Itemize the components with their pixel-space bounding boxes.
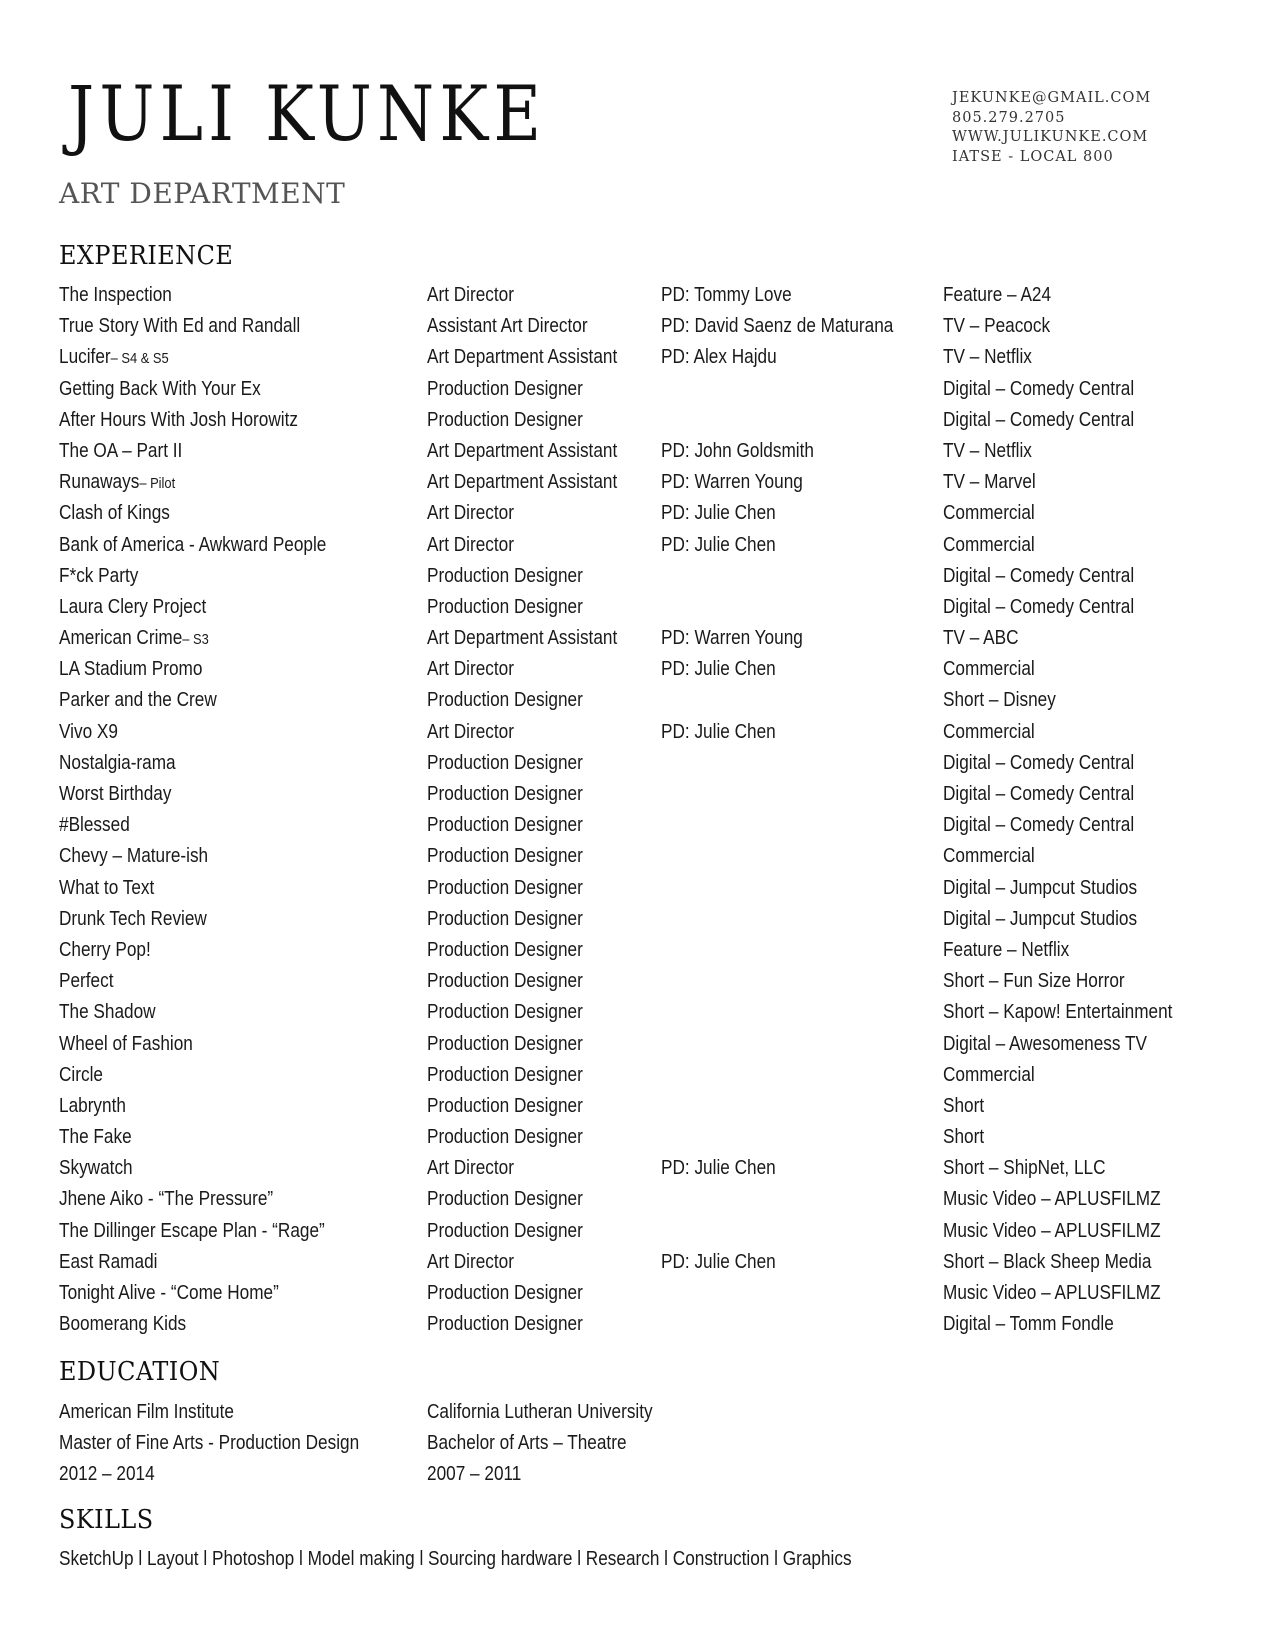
experience-row — [59, 498, 1209, 529]
experience-row — [59, 467, 1209, 498]
project-type: Feature – Netflix — [943, 938, 1070, 961]
experience-row — [59, 1247, 1209, 1278]
project-type: Digital – Comedy Central — [943, 408, 1135, 431]
project-role: Art Director — [427, 1250, 514, 1273]
project-role: Production Designer — [427, 876, 583, 899]
project-name: Skywatch — [59, 1157, 133, 1180]
project-type: TV – Netflix — [943, 439, 1032, 462]
project-title — [59, 997, 156, 1028]
project-role: Art Director — [427, 533, 514, 556]
project-title — [59, 592, 206, 623]
production-designer: PD: Julie Chen — [661, 1157, 776, 1180]
project-title — [59, 374, 261, 405]
project-name: Getting Back With Your Ex — [59, 377, 261, 400]
experience-row — [59, 436, 1209, 467]
project-type: Digital – Comedy Central — [943, 564, 1135, 587]
project-role: Production Designer — [427, 1188, 583, 1211]
project-role: Production Designer — [427, 751, 583, 774]
education-school: California Lutheran University — [427, 1401, 653, 1423]
experience-row — [59, 530, 1209, 561]
project-name: Bank of America - Awkward People — [59, 533, 327, 556]
project-title — [59, 654, 202, 685]
project-title — [59, 966, 113, 997]
skills-heading: SKILLS — [59, 1505, 154, 1535]
project-type: Digital – Awesomeness TV — [943, 1032, 1147, 1055]
project-title — [59, 904, 207, 935]
experience-row — [59, 1091, 1209, 1122]
project-role: Art Director — [427, 720, 514, 743]
project-name: Labrynth — [59, 1094, 126, 1117]
project-title — [59, 1122, 132, 1153]
project-role: Assistant Art Director — [427, 315, 588, 338]
experience-heading: EXPERIENCE — [59, 241, 234, 271]
project-role: Production Designer — [427, 564, 583, 587]
experience-row — [59, 561, 1209, 592]
project-role: Art Department Assistant — [427, 346, 618, 369]
education-years: 2012 – 2014 — [59, 1463, 155, 1486]
project-title — [59, 561, 138, 592]
production-designer: PD: John Goldsmith — [661, 439, 814, 462]
experience-row — [59, 841, 1209, 872]
project-season-note: – S3 — [182, 631, 209, 649]
experience-row — [59, 748, 1209, 779]
project-name: Vivo X9 — [59, 720, 118, 743]
project-season-note: – S4 & S5 — [110, 350, 169, 368]
project-title — [59, 280, 172, 311]
project-name: Tonight Alive - “Come Home” — [59, 1282, 279, 1304]
project-title — [59, 1247, 157, 1278]
project-role: Production Designer — [427, 1219, 583, 1242]
project-role: Art Department Assistant — [427, 627, 618, 650]
project-role: Production Designer — [427, 845, 583, 868]
project-role: Art Department Assistant — [427, 439, 618, 462]
project-title — [59, 873, 154, 904]
project-role: Production Designer — [427, 1282, 583, 1304]
project-role: Art Department Assistant — [427, 471, 618, 494]
skills-list: SketchUp l Layout l Photoshop l Model making l Sourcing hardware l Research l Construction l Graphics — [59, 1548, 852, 1570]
project-type: Commercial — [943, 658, 1035, 681]
project-type: Music Video – APLUSFILMZ — [943, 1188, 1161, 1211]
project-title — [59, 467, 175, 499]
production-designer: PD: Julie Chen — [661, 1250, 776, 1273]
project-title — [59, 1216, 325, 1247]
project-name: #Blessed — [59, 814, 130, 837]
project-role: Production Designer — [427, 689, 583, 712]
experience-row — [59, 311, 1209, 342]
project-type: Music Video – APLUSFILMZ — [943, 1282, 1161, 1304]
project-role: Production Designer — [427, 907, 583, 930]
project-name: The OA – Part II — [59, 439, 183, 462]
project-type: Music Video – APLUSFILMZ — [943, 1219, 1161, 1242]
project-role: Production Designer — [427, 1001, 583, 1024]
project-role: Production Designer — [427, 1094, 583, 1117]
experience-row — [59, 685, 1209, 716]
project-type: Short – Fun Size Horror — [943, 970, 1125, 993]
project-name: East Ramadi — [59, 1250, 158, 1273]
experience-row — [59, 810, 1209, 841]
project-name: Runaways — [59, 471, 140, 494]
project-title — [59, 1029, 193, 1060]
education-degree: Bachelor of Arts – Theatre — [427, 1432, 627, 1455]
contact-phone[interactable]: 805.279.2705 — [952, 109, 1066, 126]
experience-row — [59, 342, 1209, 373]
project-title — [59, 1309, 186, 1340]
production-designer: PD: Tommy Love — [661, 284, 792, 306]
project-name: Boomerang Kids — [59, 1313, 187, 1336]
project-title — [59, 436, 182, 467]
project-role: Art Director — [427, 284, 514, 306]
project-title — [59, 1091, 126, 1122]
project-name: Parker and the Crew — [59, 689, 217, 712]
education-entry — [427, 1397, 689, 1491]
education-entry — [59, 1397, 408, 1491]
project-role: Production Designer — [427, 1063, 583, 1086]
project-title — [59, 1184, 273, 1215]
experience-row — [59, 717, 1209, 748]
project-title — [59, 748, 176, 779]
experience-row — [59, 654, 1209, 685]
project-type: Commercial — [943, 1063, 1035, 1086]
project-role: Production Designer — [427, 938, 583, 961]
project-title — [59, 935, 151, 966]
project-type: TV – ABC — [943, 627, 1019, 650]
project-role: Art Director — [427, 1157, 514, 1180]
experience-row — [59, 1184, 1209, 1215]
production-designer: PD: Julie Chen — [661, 720, 776, 743]
project-name: The Shadow — [59, 1001, 156, 1024]
project-title — [59, 1153, 133, 1184]
project-role: Production Designer — [427, 408, 583, 431]
project-type: TV – Marvel — [943, 471, 1036, 494]
project-role: Production Designer — [427, 1126, 583, 1149]
contact-email[interactable]: JEKUNKE@GMAIL.COM — [952, 90, 1152, 106]
experience-row — [59, 997, 1209, 1028]
project-title — [59, 405, 298, 436]
experience-row — [59, 966, 1209, 997]
experience-row — [59, 280, 1209, 311]
project-name: Cherry Pop! — [59, 938, 151, 961]
project-role: Production Designer — [427, 970, 583, 993]
project-name: The Fake — [59, 1126, 132, 1149]
experience-row — [59, 1309, 1209, 1340]
project-title — [59, 498, 170, 529]
project-title — [59, 623, 209, 655]
project-role: Production Designer — [427, 377, 583, 400]
experience-row — [59, 873, 1209, 904]
production-designer: PD: Julie Chen — [661, 658, 776, 681]
project-name: The Dillinger Escape Plan - “Rage” — [59, 1219, 325, 1242]
experience-row — [59, 623, 1209, 654]
project-type: Digital – Jumpcut Studios — [943, 907, 1138, 930]
project-name: American Crime — [59, 627, 183, 650]
project-title — [59, 1278, 279, 1309]
project-type: Short – Black Sheep Media — [943, 1250, 1152, 1273]
project-role: Art Director — [427, 502, 514, 525]
contact-block — [952, 89, 1151, 167]
project-role: Production Designer — [427, 783, 583, 805]
project-name: Drunk Tech Review — [59, 907, 207, 930]
project-season-note: – Pilot — [139, 475, 176, 493]
project-name: The Inspection — [59, 284, 172, 306]
project-name: Lucifer — [59, 346, 111, 369]
project-type: Digital – Comedy Central — [943, 377, 1135, 400]
production-designer: PD: Alex Hajdu — [661, 346, 777, 369]
project-type: Digital – Comedy Central — [943, 751, 1135, 774]
education-years: 2007 – 2011 — [427, 1463, 522, 1486]
project-title — [59, 810, 130, 841]
project-role: Art Director — [427, 658, 514, 681]
experience-row — [59, 1029, 1209, 1060]
project-title — [59, 779, 171, 810]
project-type: TV – Peacock — [943, 315, 1051, 338]
project-name: F*ck Party — [59, 564, 139, 587]
resume-name: JULI KUNKE — [68, 69, 547, 158]
experience-row — [59, 935, 1209, 966]
project-type: Digital – Tomm Fondle — [943, 1313, 1114, 1336]
experience-table — [59, 280, 1209, 1340]
project-name: Worst Birthday — [59, 783, 172, 805]
experience-row — [59, 1060, 1209, 1091]
production-designer: PD: David Saenz de Maturana — [661, 315, 894, 338]
department-title: ART DEPARTMENT — [59, 177, 346, 210]
contact-union: IATSE - LOCAL 800 — [952, 148, 1114, 165]
project-title — [59, 685, 217, 716]
production-designer: PD: Warren Young — [661, 471, 803, 494]
project-type: Digital – Comedy Central — [943, 814, 1135, 837]
experience-row — [59, 592, 1209, 623]
contact-website[interactable]: WWW.JULIKUNKE.COM — [952, 129, 1149, 145]
project-name: Clash of Kings — [59, 502, 170, 525]
production-designer: PD: Julie Chen — [661, 502, 776, 525]
education-heading: EDUCATION — [59, 1357, 221, 1387]
project-role: Production Designer — [427, 1032, 583, 1055]
project-type: Digital – Jumpcut Studios — [943, 876, 1138, 899]
project-type: Short – ShipNet, LLC — [943, 1157, 1106, 1180]
project-title — [59, 530, 326, 561]
project-type: Commercial — [943, 720, 1035, 743]
project-title — [59, 717, 118, 748]
education-school: American Film Institute — [59, 1401, 234, 1423]
experience-row — [59, 374, 1209, 405]
project-name: LA Stadium Promo — [59, 658, 203, 681]
project-type: Short — [943, 1094, 985, 1117]
project-name: Laura Clery Project — [59, 595, 207, 618]
project-role: Production Designer — [427, 814, 583, 837]
project-type: Short – Disney — [943, 689, 1056, 712]
experience-row — [59, 779, 1209, 810]
project-title — [59, 841, 208, 872]
project-name: Chevy – Mature-ish — [59, 845, 209, 868]
project-name: After Hours With Josh Horowitz — [59, 408, 298, 431]
project-name: Nostalgia-rama — [59, 751, 176, 774]
project-type: Feature – A24 — [943, 284, 1052, 306]
project-type: Commercial — [943, 845, 1035, 868]
experience-row — [59, 1153, 1209, 1184]
project-role: Production Designer — [427, 1313, 583, 1336]
project-name: Perfect — [59, 970, 114, 993]
project-title — [59, 1060, 103, 1091]
project-type: TV – Netflix — [943, 346, 1032, 369]
project-title — [59, 342, 169, 374]
project-name: True Story With Ed and Randall — [59, 315, 301, 338]
experience-row — [59, 1216, 1209, 1247]
project-name: Jhene Aiko - “The Pressure” — [59, 1188, 274, 1211]
project-title — [59, 311, 300, 342]
project-type: Commercial — [943, 533, 1035, 556]
project-name: What to Text — [59, 876, 155, 899]
experience-row — [59, 405, 1209, 436]
project-type: Digital – Comedy Central — [943, 595, 1135, 618]
project-type: Short — [943, 1126, 985, 1149]
experience-row — [59, 1122, 1209, 1153]
project-name: Circle — [59, 1063, 103, 1086]
project-type: Digital – Comedy Central — [943, 783, 1135, 805]
production-designer: PD: Julie Chen — [661, 533, 776, 556]
project-role: Production Designer — [427, 595, 583, 618]
experience-row — [59, 904, 1209, 935]
project-type: Short – Kapow! Entertainment — [943, 1001, 1173, 1024]
experience-row — [59, 1278, 1209, 1309]
education-degree: Master of Fine Arts - Production Design — [59, 1432, 360, 1455]
project-name: Wheel of Fashion — [59, 1032, 193, 1055]
production-designer: PD: Warren Young — [661, 627, 803, 650]
project-type: Commercial — [943, 502, 1035, 525]
